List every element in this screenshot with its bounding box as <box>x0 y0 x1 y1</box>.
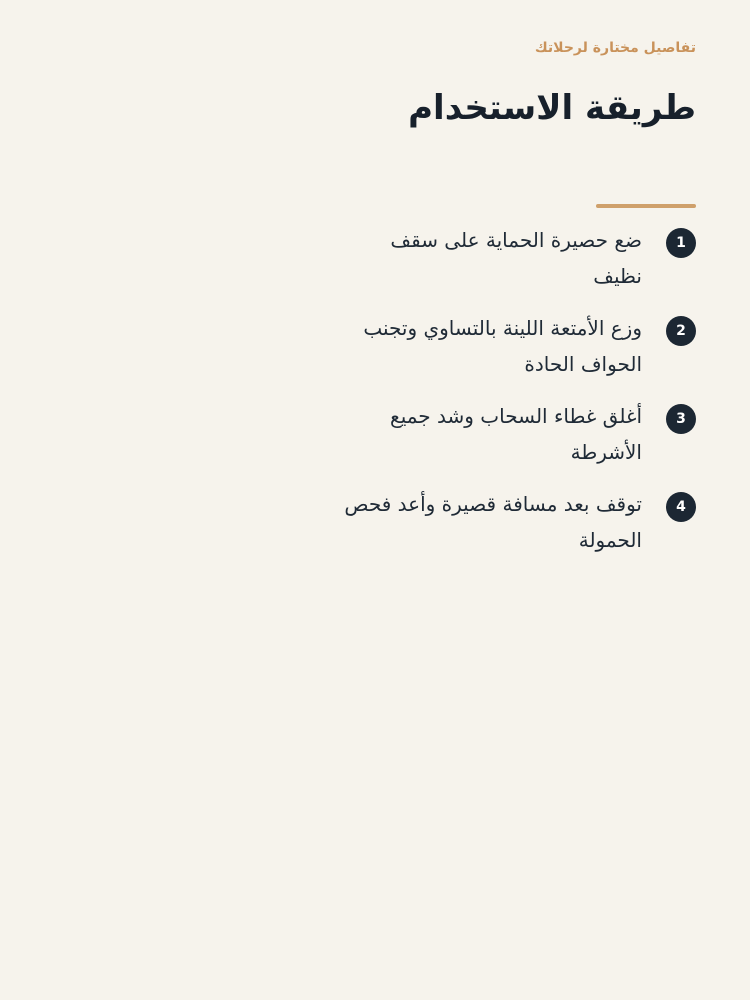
step-item <box>296 404 696 470</box>
accent-divider <box>596 204 696 208</box>
step-number-badge: 4 <box>666 492 696 522</box>
step-item <box>296 316 696 382</box>
step-text: ضع حصيرة الحماية على سقف نظيف <box>390 228 642 288</box>
section-eyebrow: تفاصيل مختارة لرحلاتك <box>534 40 696 56</box>
step-text: وزع الأمتعة اللينة بالتساوي وتجنب الحواف الحادة <box>363 316 642 376</box>
step-text: توقف بعد مسافة قصيرة وأعد فحص الحمولة <box>344 492 642 552</box>
step-number-badge: 3 <box>666 404 696 434</box>
step-text: أغلق غطاء السحاب وشد جميع الأشرطة <box>390 404 642 464</box>
step-number-badge: 2 <box>666 316 696 346</box>
step-number-badge: 1 <box>666 228 696 258</box>
step-item <box>296 492 696 558</box>
steps-list <box>296 228 696 580</box>
page-title: طريقة الاستخدام <box>408 88 696 128</box>
step-item <box>296 228 696 294</box>
